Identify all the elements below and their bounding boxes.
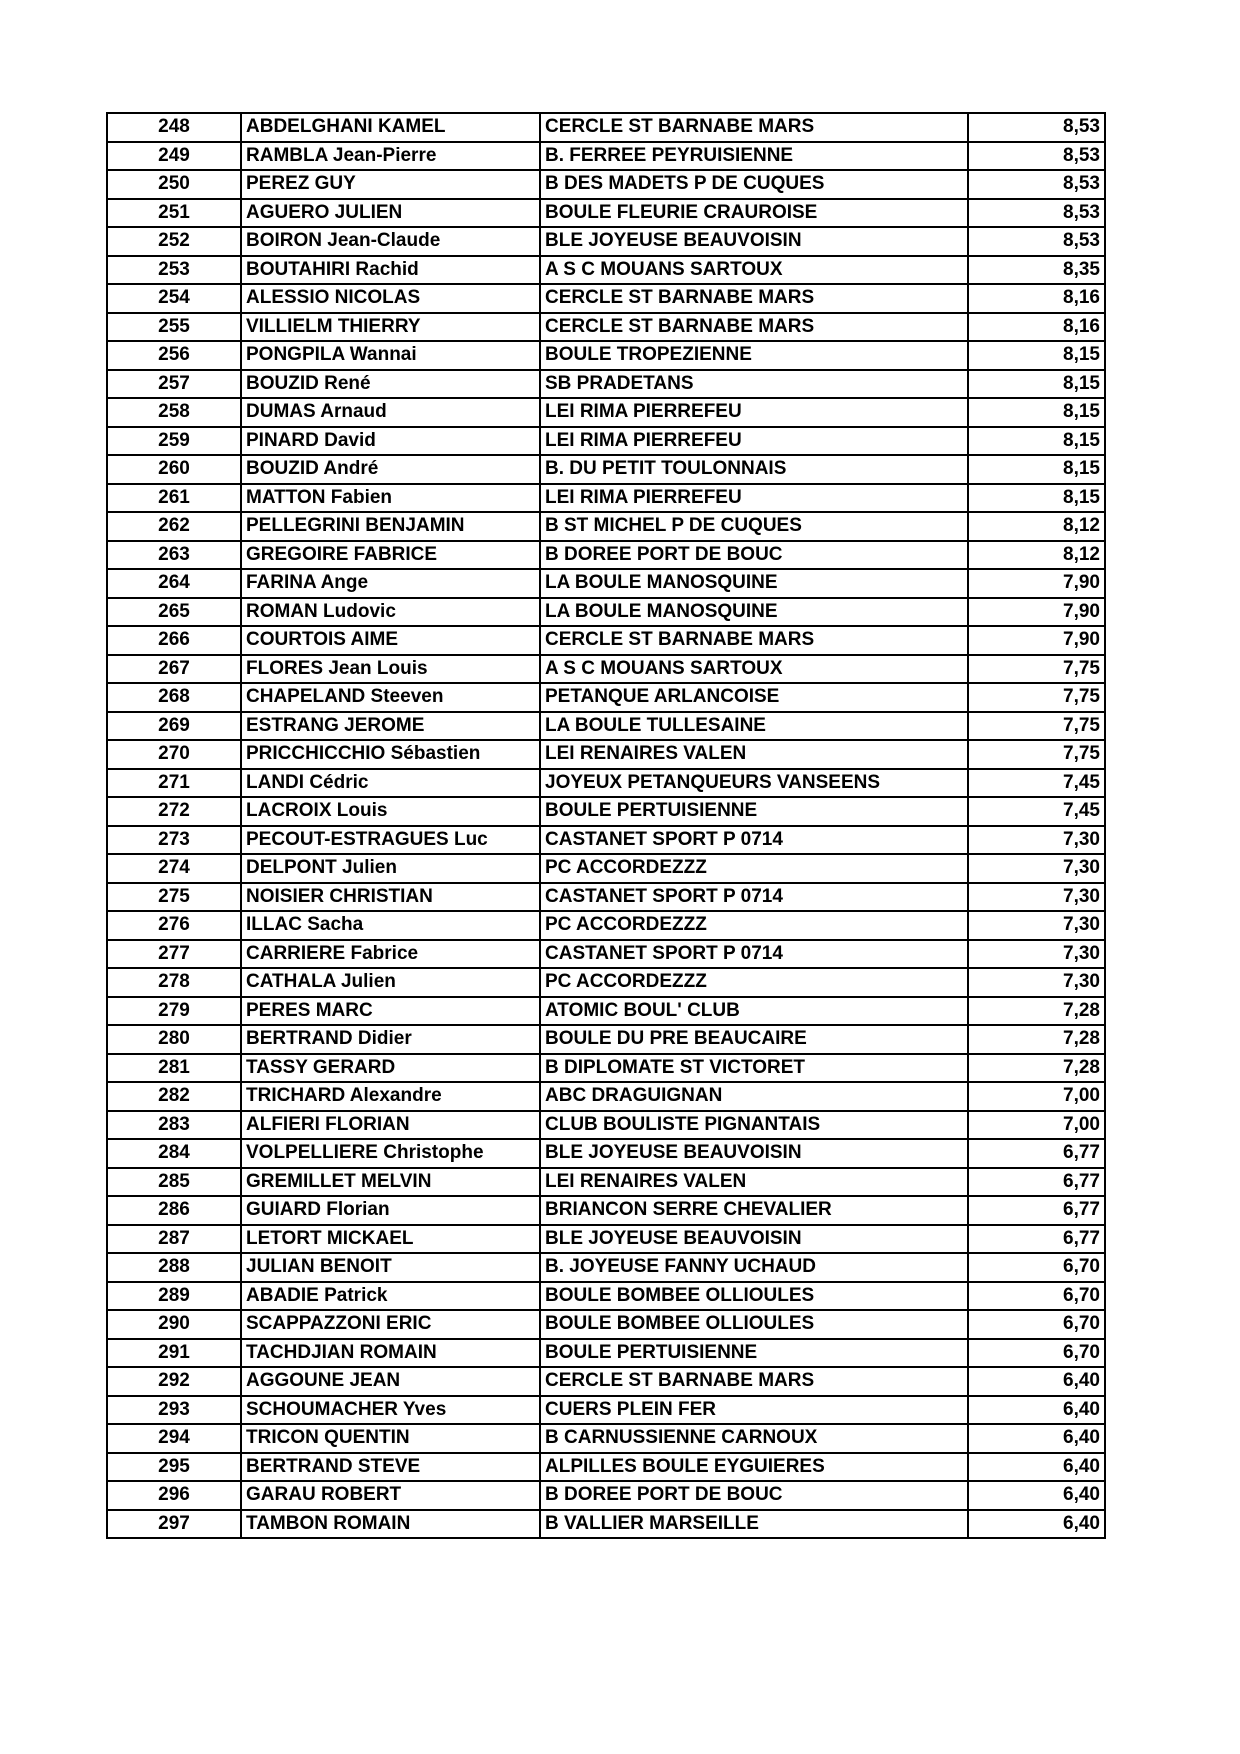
points-cell: 8,53 [968,142,1105,171]
table-row [107,1082,1105,1111]
table-row [107,170,1105,199]
rank-cell: 287 [107,1225,241,1254]
points-cell: 6,70 [968,1310,1105,1339]
points-cell: 7,45 [968,769,1105,798]
club-name-cell: CASTANET SPORT P 0714 [540,883,968,912]
club-name-cell: ABC DRAGUIGNAN [540,1082,968,1111]
table-row [107,113,1105,142]
player-name-cell: LANDI Cédric [241,769,540,798]
table-row [107,997,1105,1026]
table-row [107,227,1105,256]
table-row [107,341,1105,370]
player-name-cell: RAMBLA Jean-Pierre [241,142,540,171]
points-cell: 8,35 [968,256,1105,285]
table-row [107,712,1105,741]
points-cell: 6,40 [968,1367,1105,1396]
player-name-cell: BERTRAND Didier [241,1025,540,1054]
player-name-cell: DUMAS Arnaud [241,398,540,427]
player-name-cell: TRICHARD Alexandre [241,1082,540,1111]
points-cell: 7,00 [968,1111,1105,1140]
points-cell: 6,77 [968,1168,1105,1197]
table-row [107,1310,1105,1339]
player-name-cell: TACHDJIAN ROMAIN [241,1339,540,1368]
rank-cell: 283 [107,1111,241,1140]
table-row [107,626,1105,655]
rank-cell: 276 [107,911,241,940]
club-name-cell: B ST MICHEL P DE CUQUES [540,512,968,541]
player-name-cell: CARRIERE Fabrice [241,940,540,969]
player-name-cell: FARINA Ange [241,569,540,598]
player-name-cell: BOUZID André [241,455,540,484]
rank-cell: 266 [107,626,241,655]
club-name-cell: B. DU PETIT TOULONNAIS [540,455,968,484]
table-row [107,797,1105,826]
club-name-cell: BOULE PERTUISIENNE [540,1339,968,1368]
points-cell: 6,70 [968,1253,1105,1282]
points-cell: 8,12 [968,541,1105,570]
player-name-cell: CHAPELAND Steeven [241,683,540,712]
rank-cell: 279 [107,997,241,1026]
rank-cell: 294 [107,1424,241,1453]
rank-cell: 291 [107,1339,241,1368]
club-name-cell: PETANQUE ARLANCOISE [540,683,968,712]
rank-cell: 292 [107,1367,241,1396]
points-cell: 6,77 [968,1225,1105,1254]
points-cell: 7,30 [968,911,1105,940]
player-name-cell: DELPONT Julien [241,854,540,883]
rank-cell: 270 [107,740,241,769]
rank-cell: 250 [107,170,241,199]
player-name-cell: BOIRON Jean-Claude [241,227,540,256]
club-name-cell: LEI RENAIRES VALEN [540,740,968,769]
table-row [107,1168,1105,1197]
player-name-cell: ALESSIO NICOLAS [241,284,540,313]
table-row [107,1510,1105,1539]
table-row [107,1139,1105,1168]
table-row [107,769,1105,798]
rank-cell: 293 [107,1396,241,1425]
table-row [107,256,1105,285]
club-name-cell: PC ACCORDEZZZ [540,911,968,940]
club-name-cell: PC ACCORDEZZZ [540,854,968,883]
rank-cell: 267 [107,655,241,684]
points-cell: 6,40 [968,1481,1105,1510]
ranking-table [106,112,1106,1539]
club-name-cell: BLE JOYEUSE BEAUVOISIN [540,1225,968,1254]
points-cell: 7,30 [968,940,1105,969]
points-cell: 8,15 [968,341,1105,370]
table-row [107,455,1105,484]
table-row [107,313,1105,342]
club-name-cell: CERCLE ST BARNABE MARS [540,113,968,142]
table-row [107,598,1105,627]
player-name-cell: MATTON Fabien [241,484,540,513]
club-name-cell: BLE JOYEUSE BEAUVOISIN [540,1139,968,1168]
rank-cell: 280 [107,1025,241,1054]
rank-cell: 248 [107,113,241,142]
player-name-cell: TRICON QUENTIN [241,1424,540,1453]
table-row [107,284,1105,313]
rank-cell: 289 [107,1282,241,1311]
points-cell: 6,70 [968,1339,1105,1368]
club-name-cell: B DES MADETS P DE CUQUES [540,170,968,199]
table-row [107,1453,1105,1482]
table-row [107,1253,1105,1282]
points-cell: 8,53 [968,113,1105,142]
rank-cell: 256 [107,341,241,370]
player-name-cell: JULIAN BENOIT [241,1253,540,1282]
points-cell: 6,70 [968,1282,1105,1311]
table-row [107,512,1105,541]
player-name-cell: PEREZ GUY [241,170,540,199]
player-name-cell: GREGOIRE FABRICE [241,541,540,570]
club-name-cell: CERCLE ST BARNABE MARS [540,626,968,655]
player-name-cell: PERES MARC [241,997,540,1026]
points-cell: 6,77 [968,1196,1105,1225]
points-cell: 7,45 [968,797,1105,826]
table-row [107,1196,1105,1225]
table-row [107,427,1105,456]
club-name-cell: LEI RENAIRES VALEN [540,1168,968,1197]
rank-cell: 295 [107,1453,241,1482]
table-row [107,484,1105,513]
player-name-cell: SCHOUMACHER Yves [241,1396,540,1425]
table-row [107,541,1105,570]
table-row [107,1282,1105,1311]
points-cell: 7,90 [968,598,1105,627]
player-name-cell: PELLEGRINI BENJAMIN [241,512,540,541]
rank-cell: 259 [107,427,241,456]
rank-cell: 275 [107,883,241,912]
player-name-cell: COURTOIS AIME [241,626,540,655]
table-row [107,1111,1105,1140]
table-row [107,940,1105,969]
player-name-cell: PINARD David [241,427,540,456]
player-name-cell: ILLAC Sacha [241,911,540,940]
club-name-cell: BOULE TROPEZIENNE [540,341,968,370]
club-name-cell: CERCLE ST BARNABE MARS [540,1367,968,1396]
points-cell: 8,53 [968,227,1105,256]
table-row [107,1025,1105,1054]
rank-cell: 278 [107,968,241,997]
club-name-cell: B DOREE PORT DE BOUC [540,1481,968,1510]
points-cell: 7,75 [968,712,1105,741]
rank-cell: 252 [107,227,241,256]
player-name-cell: ABDELGHANI KAMEL [241,113,540,142]
player-name-cell: ROMAN Ludovic [241,598,540,627]
player-name-cell: ABADIE Patrick [241,1282,540,1311]
club-name-cell: B CARNUSSIENNE CARNOUX [540,1424,968,1453]
club-name-cell: PC ACCORDEZZZ [540,968,968,997]
points-cell: 6,40 [968,1453,1105,1482]
player-name-cell: BOUZID René [241,370,540,399]
rank-cell: 273 [107,826,241,855]
player-name-cell: NOISIER CHRISTIAN [241,883,540,912]
club-name-cell: CLUB BOULISTE PIGNANTAIS [540,1111,968,1140]
player-name-cell: AGGOUNE JEAN [241,1367,540,1396]
rank-cell: 262 [107,512,241,541]
club-name-cell: CASTANET SPORT P 0714 [540,826,968,855]
rank-cell: 269 [107,712,241,741]
rank-cell: 265 [107,598,241,627]
points-cell: 7,30 [968,968,1105,997]
rank-cell: 257 [107,370,241,399]
rank-cell: 264 [107,569,241,598]
points-cell: 8,15 [968,370,1105,399]
points-cell: 7,28 [968,997,1105,1026]
player-name-cell: PONGPILA Wannai [241,341,540,370]
player-name-cell: PECOUT-ESTRAGUES Luc [241,826,540,855]
points-cell: 6,77 [968,1139,1105,1168]
player-name-cell: FLORES Jean Louis [241,655,540,684]
rank-cell: 254 [107,284,241,313]
points-cell: 7,30 [968,883,1105,912]
points-cell: 8,16 [968,284,1105,313]
rank-cell: 268 [107,683,241,712]
table-row [107,398,1105,427]
rank-cell: 251 [107,199,241,228]
points-cell: 7,90 [968,569,1105,598]
points-cell: 6,40 [968,1510,1105,1539]
rank-cell: 261 [107,484,241,513]
club-name-cell: CERCLE ST BARNABE MARS [540,284,968,313]
table-row [107,1225,1105,1254]
points-cell: 7,90 [968,626,1105,655]
club-name-cell: SB PRADETANS [540,370,968,399]
club-name-cell: BOULE PERTUISIENNE [540,797,968,826]
player-name-cell: TAMBON ROMAIN [241,1510,540,1539]
table-row [107,655,1105,684]
points-cell: 8,16 [968,313,1105,342]
player-name-cell: GUIARD Florian [241,1196,540,1225]
table-row [107,1339,1105,1368]
player-name-cell: BERTRAND STEVE [241,1453,540,1482]
points-cell: 7,75 [968,655,1105,684]
club-name-cell: BRIANCON SERRE CHEVALIER [540,1196,968,1225]
points-cell: 7,75 [968,740,1105,769]
club-name-cell: B. FERREE PEYRUISIENNE [540,142,968,171]
club-name-cell: A S C MOUANS SARTOUX [540,256,968,285]
rank-cell: 263 [107,541,241,570]
table-row [107,683,1105,712]
rank-cell: 296 [107,1481,241,1510]
club-name-cell: LA BOULE MANOSQUINE [540,598,968,627]
table-row [107,370,1105,399]
points-cell: 7,28 [968,1054,1105,1083]
rank-cell: 290 [107,1310,241,1339]
player-name-cell: GREMILLET MELVIN [241,1168,540,1197]
points-cell: 8,15 [968,427,1105,456]
club-name-cell: B DOREE PORT DE BOUC [540,541,968,570]
rank-cell: 297 [107,1510,241,1539]
points-cell: 7,00 [968,1082,1105,1111]
points-cell: 8,15 [968,455,1105,484]
club-name-cell: LA BOULE TULLESAINE [540,712,968,741]
rank-cell: 260 [107,455,241,484]
club-name-cell: BOULE BOMBEE OLLIOULES [540,1310,968,1339]
table-row [107,854,1105,883]
rank-cell: 285 [107,1168,241,1197]
points-cell: 7,75 [968,683,1105,712]
points-cell: 8,53 [968,170,1105,199]
player-name-cell: PRICCHICCHIO Sébastien [241,740,540,769]
rank-cell: 288 [107,1253,241,1282]
rank-cell: 284 [107,1139,241,1168]
points-cell: 8,53 [968,199,1105,228]
points-cell: 7,28 [968,1025,1105,1054]
rank-cell: 249 [107,142,241,171]
player-name-cell: LACROIX Louis [241,797,540,826]
club-name-cell: LEI RIMA PIERREFEU [540,427,968,456]
player-name-cell: BOUTAHIRI Rachid [241,256,540,285]
table-row [107,569,1105,598]
player-name-cell: ALFIERI FLORIAN [241,1111,540,1140]
rank-cell: 272 [107,797,241,826]
club-name-cell: B VALLIER MARSEILLE [540,1510,968,1539]
table-row [107,199,1105,228]
table-row [107,1367,1105,1396]
table-row [107,968,1105,997]
rank-cell: 253 [107,256,241,285]
points-cell: 6,40 [968,1424,1105,1453]
club-name-cell: CASTANET SPORT P 0714 [540,940,968,969]
player-name-cell: GARAU ROBERT [241,1481,540,1510]
rank-cell: 255 [107,313,241,342]
table-row [107,911,1105,940]
club-name-cell: B. JOYEUSE FANNY UCHAUD [540,1253,968,1282]
club-name-cell: ATOMIC BOUL' CLUB [540,997,968,1026]
club-name-cell: LEI RIMA PIERREFEU [540,484,968,513]
club-name-cell: ALPILLES BOULE EYGUIERES [540,1453,968,1482]
rank-cell: 271 [107,769,241,798]
club-name-cell: BOULE BOMBEE OLLIOULES [540,1282,968,1311]
club-name-cell: BOULE FLEURIE CRAUROISE [540,199,968,228]
player-name-cell: SCAPPAZZONI ERIC [241,1310,540,1339]
rank-cell: 274 [107,854,241,883]
points-cell: 8,12 [968,512,1105,541]
ranking-table-body [107,113,1105,1538]
table-row [107,142,1105,171]
club-name-cell: LA BOULE MANOSQUINE [540,569,968,598]
rank-cell: 281 [107,1054,241,1083]
club-name-cell: JOYEUX PETANQUEURS VANSEENS [540,769,968,798]
club-name-cell: BLE JOYEUSE BEAUVOISIN [540,227,968,256]
table-row [107,1424,1105,1453]
rank-cell: 286 [107,1196,241,1225]
club-name-cell: A S C MOUANS SARTOUX [540,655,968,684]
table-row [107,826,1105,855]
points-cell: 7,30 [968,826,1105,855]
points-cell: 8,15 [968,398,1105,427]
player-name-cell: VOLPELLIERE Christophe [241,1139,540,1168]
points-cell: 8,15 [968,484,1105,513]
table-row [107,1054,1105,1083]
rank-cell: 277 [107,940,241,969]
player-name-cell: TASSY GERARD [241,1054,540,1083]
table-row [107,1396,1105,1425]
club-name-cell: BOULE DU PRE BEAUCAIRE [540,1025,968,1054]
player-name-cell: ESTRANG JEROME [241,712,540,741]
rank-cell: 282 [107,1082,241,1111]
club-name-cell: CERCLE ST BARNABE MARS [540,313,968,342]
player-name-cell: CATHALA Julien [241,968,540,997]
player-name-cell: AGUERO JULIEN [241,199,540,228]
club-name-cell: B DIPLOMATE ST VICTORET [540,1054,968,1083]
player-name-cell: VILLIELM THIERRY [241,313,540,342]
points-cell: 6,40 [968,1396,1105,1425]
table-row [107,740,1105,769]
club-name-cell: CUERS PLEIN FER [540,1396,968,1425]
player-name-cell: LETORT MICKAEL [241,1225,540,1254]
club-name-cell: LEI RIMA PIERREFEU [540,398,968,427]
table-row [107,1481,1105,1510]
points-cell: 7,30 [968,854,1105,883]
table-row [107,883,1105,912]
rank-cell: 258 [107,398,241,427]
